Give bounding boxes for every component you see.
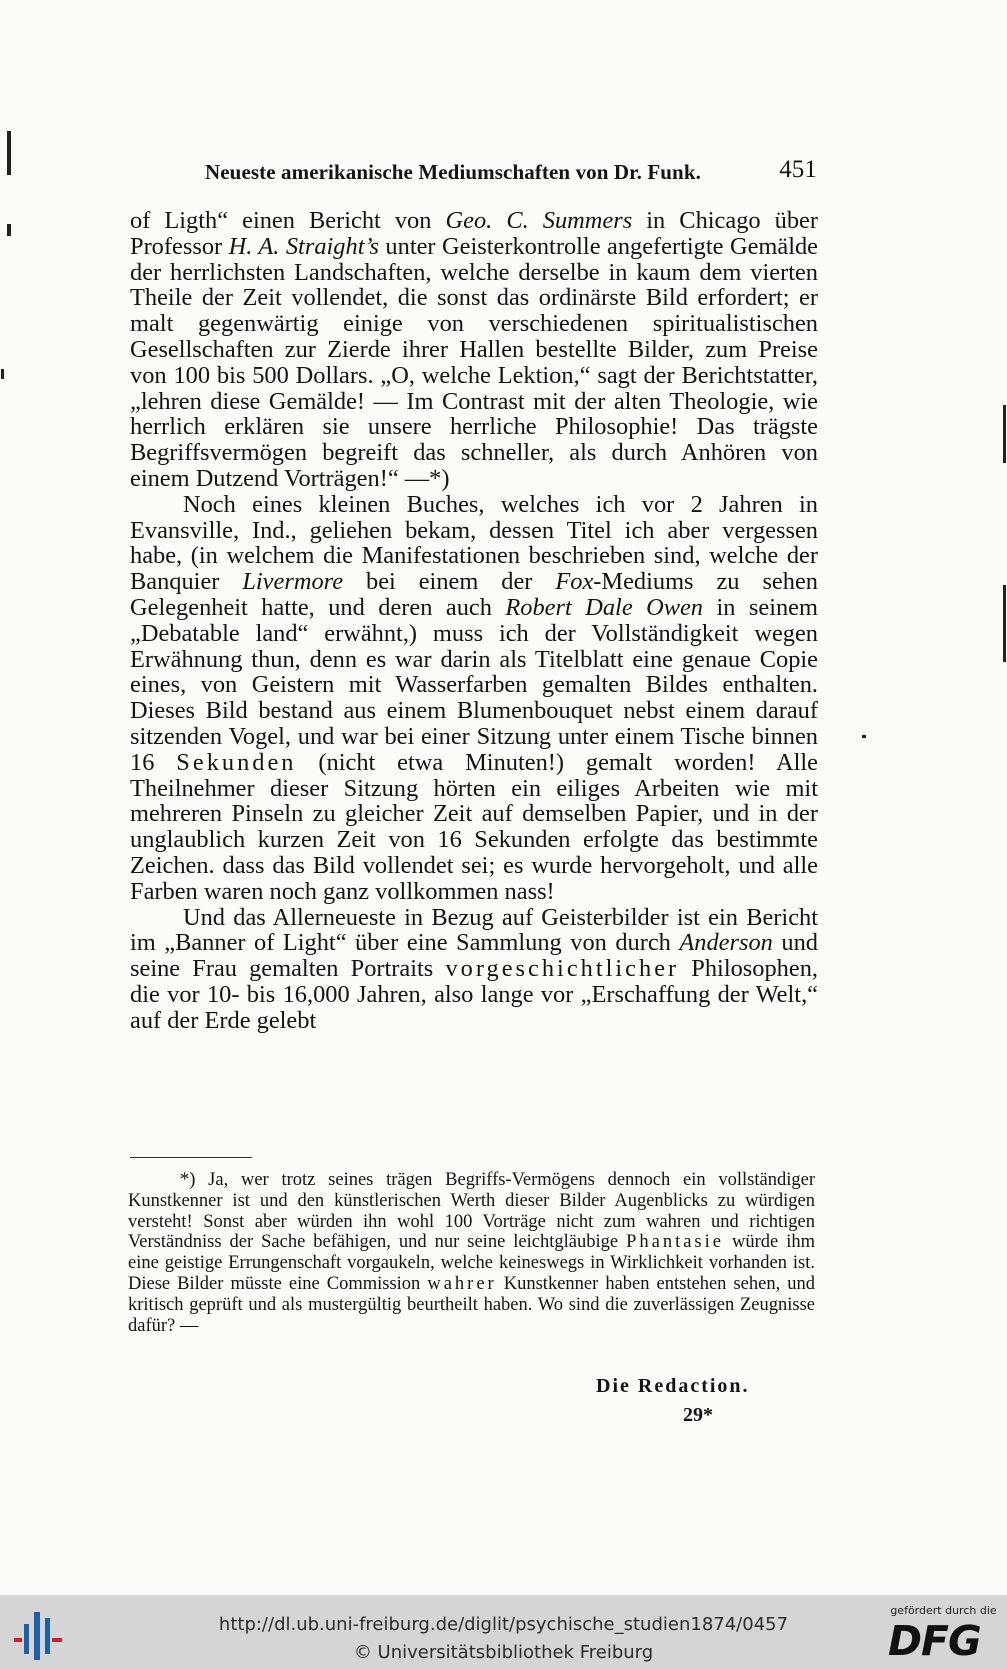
text-run: Kunstkenner haben entstehen sehen, und kritisch geprüft und als mustergültig beurtheilt haben. Wo sind die zuverlässigen Zeugnisse dafür? —: [128, 1273, 815, 1336]
text-run: würde ihm eine geistige Errungenschaft vorgaukeln, welche keineswegs in Wirklichkeit vorhanden ist. Diese Bilder müsste eine Commission: [128, 1232, 815, 1294]
running-head-title: Neueste amerikanische Mediumschaften von Dr. Funk.: [205, 160, 701, 184]
emphasis-text: Robert Dale Owen: [505, 593, 703, 621]
paragraph: [130, 208, 818, 492]
page-number: 451: [779, 156, 817, 183]
scan-margin-mark: [7, 224, 11, 236]
spaced-text: Sekunden: [176, 748, 297, 776]
body-text: [130, 208, 818, 1034]
running-header: [205, 156, 817, 188]
text-run: und seine Frau gemalten Portraits: [130, 929, 818, 983]
spaced-text: Phantasie: [626, 1232, 724, 1253]
spaced-text: wahrer: [427, 1273, 497, 1294]
text-run: *) Ja, wer trotz seines trägen Begriffs-Vermögens dennoch ein vollständiger Kunstkenner ist und den künstlerischen Werth dieser Bilder Augenblicks zu würdigen versteht! Sonst aber würden ihn wohl 100 Vorträge nicht zum wahren und richtigen Verständniss der Sache befähigen, und nur seine leichtgläubige: [128, 1170, 815, 1253]
text-run: -Mediums zu sehen Gelegenheit hatte, und deren auch: [130, 568, 818, 621]
emphasis-text: Anderson: [679, 929, 773, 957]
emphasis-text: H. A. Straight’s: [228, 232, 379, 260]
text-run: unter Geisterkontrolle angefertigte Gemälde der herrlichsten Landschaften, welche derselbe in kaum dem vierten Theile der Zeit vollendet, die sonst das ordinärste Bild erfordert; er malt gegenwärtig einige von verschiedenen spiritualistischen Gesellschaften zur Zierde ihrer Hallen bestellte Bilder, zum Preise von 100 bis 500 Dollars. „O, welche Lektion,“ sagt der Berichtstatter, „lehren diese Gemälde! — Im Contrast mit der alten Theologie, wie herrlich erklären sie unsere herrliche Philosophie! Das trägste Begriffsvermögen begreift das schneller, als durch Anhören von einem Dutzend Vorträgen!“ —*): [130, 232, 818, 492]
scan-margin-mark: [1003, 405, 1006, 463]
signature-mark: 29*: [683, 1404, 713, 1426]
emphasis-text: Geo. C. Summers: [445, 207, 633, 234]
text-run: of Ligth“ einen Bericht von: [130, 207, 446, 234]
footnote-divider: [130, 1157, 252, 1158]
text-run: Noch eines kleinen Buches, welches ich vor 2 Jahren in Evansville, Ind., geliehen bekam, dessen Titel ich aber vergessen habe, (in welchem die Manifestationen beschrieben sind, welche der Banquier: [130, 490, 818, 596]
text-run: in seinem „Debatable land“ erwähnt,) muss ich der Vollständigkeit wegen Erwähnung thun, denn es war darin als Titelblatt eine genaue Copie eines, von Geistern mit Wasserfarben gemalten Bildes enthalten. Dieses Bild bestand aus einem Blumenbouquet nebst einem darauf sitzenden Vogel, und war bei einer Sitzung unter einem Tische binnen 16: [130, 593, 818, 776]
emphasis-text: Fox: [555, 568, 594, 596]
scan-margin-mark: [7, 131, 11, 175]
text-run: (nicht etwa Minuten!) gemalt worden! Alle Theilnehmer dieser Sitzung hörten ein eiliges Arbeiten wie mit mehreren Pinseln zu gleicher Zeit auf demselben Papier, und in der unglaublich kurzen Zeit von 16 Sekunden erfolgte das bestimmte Zeichen. dass das Bild vollendet sei; es wurde hervorgeholt, und alle Farben waren noch ganz vollkommen nass!: [130, 748, 818, 905]
source-url-link[interactable]: http://dl.ub.uni-freiburg.de/diglit/psychische_studien1874/0457: [218, 1614, 789, 1635]
dfg-caption: gefördert durch die: [890, 1604, 997, 1617]
text-run: bei einem der: [343, 568, 556, 596]
scan-margin-mark: [862, 735, 866, 738]
paragraph: [130, 492, 818, 905]
dfg-logo: DFG: [888, 1617, 981, 1665]
scan-margin-mark: [1003, 585, 1006, 662]
text-run: Philosophen, die vor 10- bis 16,000 Jahren, also lange vor „Erschaffung der Welt,“ auf der Erde gelebt: [130, 955, 818, 1034]
paragraph: [130, 905, 818, 1034]
footnote: [128, 1170, 815, 1336]
footnote-signature: Die Redaction.: [596, 1375, 750, 1397]
emphasis-text: Livermore: [242, 568, 344, 596]
spaced-text: vorgeschichtlicher: [445, 955, 680, 983]
scan-margin-mark: [1, 369, 4, 379]
text-run: in Chicago über Professor: [130, 207, 818, 260]
copyright-notice: © Universitätsbibliothek Freiburg: [353, 1642, 654, 1663]
text-run: Und das Allerneueste in Bezug auf Geisterbilder ist ein Bericht im „Banner of Light“ über eine Sammlung von durch: [130, 903, 818, 957]
